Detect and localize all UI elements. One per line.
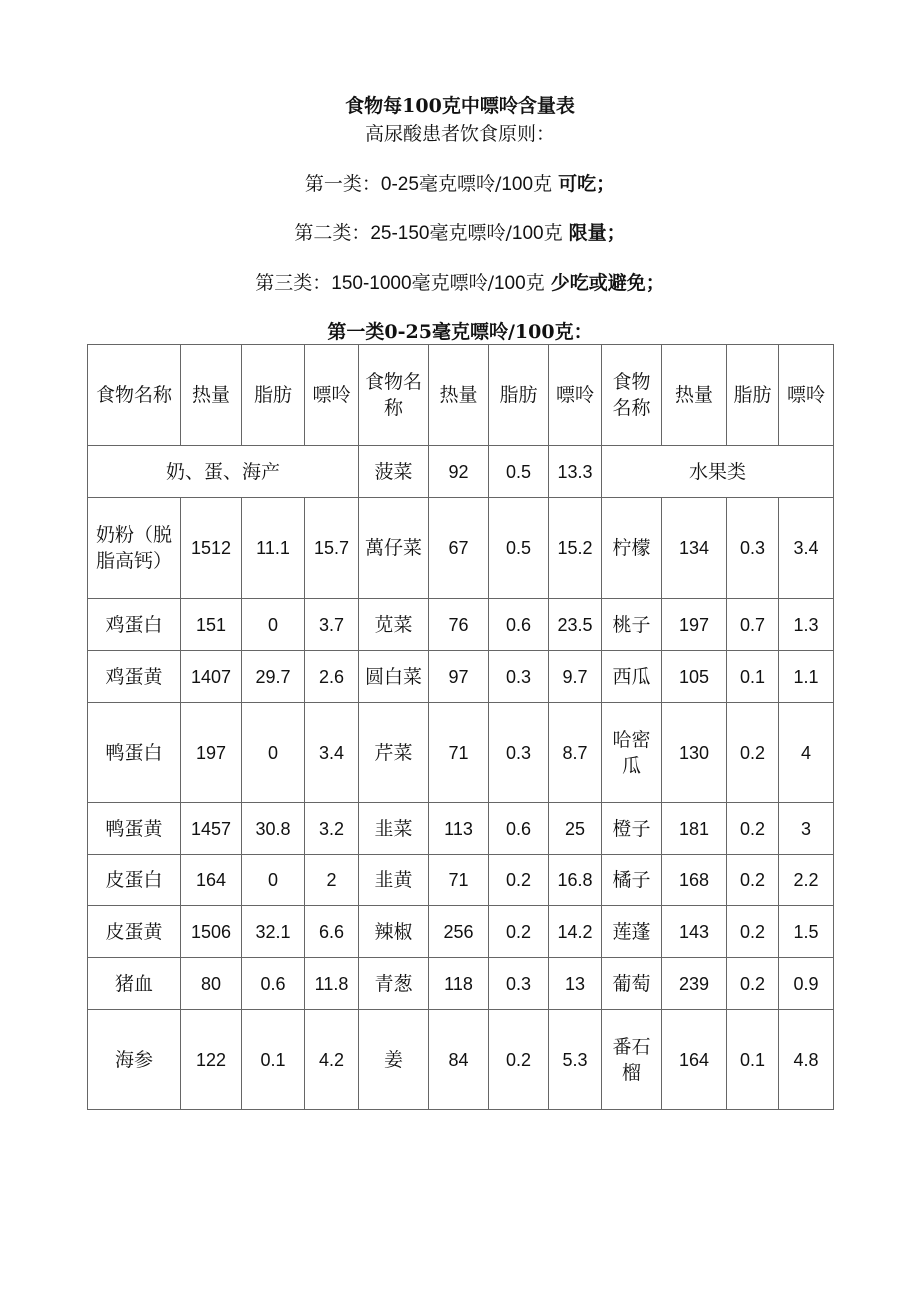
group-label-fruit: 水果类 <box>602 446 834 498</box>
table-cell: 181 <box>662 803 727 855</box>
table-cell: 11.1 <box>242 498 305 599</box>
table-cell: 1512 <box>181 498 242 599</box>
section-title: 第一类0-25毫克嘌呤/100克： <box>327 321 593 343</box>
table-cell: 84 <box>429 1010 489 1110</box>
header-cell: 嘌呤 <box>779 345 834 446</box>
table-cell: 0.6 <box>242 958 305 1010</box>
table-cell: 1407 <box>181 651 242 703</box>
header-cell: 脂肪 <box>489 345 549 446</box>
rule-unit-num: 100 <box>493 273 526 294</box>
purine-table <box>87 344 834 1110</box>
table-cell: 西瓜 <box>602 651 662 703</box>
table-cell: 29.7 <box>242 651 305 703</box>
table-row <box>88 703 834 803</box>
rule-prefix: 第二类： <box>294 222 371 244</box>
table-cell: 0.2 <box>727 855 779 906</box>
table-cell: 猪血 <box>88 958 181 1010</box>
header-cell: 热量 <box>181 345 242 446</box>
table-cell: 0.2 <box>489 1010 549 1110</box>
table-cell: 圆白菜 <box>359 651 429 703</box>
table-cell: 鸡蛋黄 <box>88 651 181 703</box>
table-cell: 113 <box>429 803 489 855</box>
table-cell: 番石榴 <box>602 1010 662 1110</box>
table-cell: 14.2 <box>549 906 602 958</box>
table-cell: 8.7 <box>549 703 602 803</box>
table-cell: 桃子 <box>602 599 662 651</box>
table-cell: 122 <box>181 1010 242 1110</box>
table-cell: 3.7 <box>305 599 359 651</box>
table-cell: 197 <box>181 703 242 803</box>
table-cell: 3.2 <box>305 803 359 855</box>
rule-range: 150-1000 <box>331 273 412 294</box>
table-cell: 姜 <box>359 1010 429 1110</box>
table-cell: 奶粉（脱脂高钙） <box>88 498 181 599</box>
table-cell: 76 <box>429 599 489 651</box>
table-cell: 辣椒 <box>359 906 429 958</box>
page-subtitle: 高尿酸患者饮食原则： <box>364 123 555 145</box>
table-cell: 0.1 <box>727 1010 779 1110</box>
table-cell: 1506 <box>181 906 242 958</box>
table-cell: 鸭蛋白 <box>88 703 181 803</box>
rule-class-2 <box>0 218 920 245</box>
table-cell: 0.5 <box>489 498 549 599</box>
table-cell: 皮蛋白 <box>88 855 181 906</box>
header-cell: 热量 <box>429 345 489 446</box>
table-cell: 0.6 <box>489 599 549 651</box>
table-cell: 韭菜 <box>359 803 429 855</box>
table-row <box>88 906 834 958</box>
header-cell: 食物名称 <box>88 345 181 446</box>
header-cell: 食物名称 <box>602 345 662 446</box>
rule-mid: 毫克嘌呤/ <box>411 272 494 294</box>
table-cell: 哈密瓜 <box>602 703 662 803</box>
table-cell: 3 <box>779 803 834 855</box>
header-cell: 食物名称 <box>359 345 429 446</box>
table-cell: 16.8 <box>549 855 602 906</box>
table-cell: 4 <box>779 703 834 803</box>
table-cell: 0.6 <box>489 803 549 855</box>
table-cell: 0.7 <box>727 599 779 651</box>
table-cell: 0.2 <box>727 906 779 958</box>
table-row <box>88 855 834 906</box>
table-cell: 239 <box>662 958 727 1010</box>
header-cell: 热量 <box>662 345 727 446</box>
table-cell: 1.3 <box>779 599 834 651</box>
table-cell: 皮蛋黄 <box>88 906 181 958</box>
table-cell: 0.3 <box>489 703 549 803</box>
table-cell: 0.2 <box>727 958 779 1010</box>
rule-mid: 毫克嘌呤/ <box>418 173 502 195</box>
header-cell: 嘌呤 <box>549 345 602 446</box>
table-cell: 葡萄 <box>602 958 662 1010</box>
table-cell: 2.2 <box>779 855 834 906</box>
table-cell: 莲蓬 <box>602 906 662 958</box>
table-cell: 71 <box>429 855 489 906</box>
table-cell: 105 <box>662 651 727 703</box>
table-row <box>88 958 834 1010</box>
rule-unit: 克 <box>533 173 559 195</box>
table-cell: 9.7 <box>549 651 602 703</box>
table-cell: 164 <box>181 855 242 906</box>
table-cell: 168 <box>662 855 727 906</box>
rule-advice: 可吃； <box>558 173 616 195</box>
rule-range: 0-25 <box>380 174 419 195</box>
table-cell: 97 <box>429 651 489 703</box>
table-cell: 0.2 <box>489 855 549 906</box>
group-label-dairy-egg-seafood: 奶、蛋、海产 <box>88 446 359 498</box>
table-cell: 苋菜 <box>359 599 429 651</box>
table-row <box>88 498 834 599</box>
table-cell: 0.1 <box>242 1010 305 1110</box>
table-cell: 4.8 <box>779 1010 834 1110</box>
table-cell: 鸡蛋白 <box>88 599 181 651</box>
table-cell: 0.3 <box>727 498 779 599</box>
table-cell: 67 <box>429 498 489 599</box>
table-cell: 鸭蛋黄 <box>88 803 181 855</box>
table-row <box>88 1010 834 1110</box>
page-title: 食物每100克中嘌呤含量表 <box>345 95 575 117</box>
table-cell: 青葱 <box>359 958 429 1010</box>
table-cell: 0.3 <box>489 958 549 1010</box>
table-cell: 1457 <box>181 803 242 855</box>
table-cell: 0 <box>242 703 305 803</box>
table-cell: 197 <box>662 599 727 651</box>
table-cell: 15.7 <box>305 498 359 599</box>
table-cell: 0.1 <box>727 651 779 703</box>
rule-prefix: 第三类： <box>255 272 332 294</box>
table-cell: 0.2 <box>727 803 779 855</box>
table-cell: 256 <box>429 906 489 958</box>
table-cell: 11.8 <box>305 958 359 1010</box>
table-cell: 芹菜 <box>359 703 429 803</box>
table-cell: 0.5 <box>489 446 549 498</box>
rule-class-3 <box>0 268 920 295</box>
table-cell: 3.4 <box>305 703 359 803</box>
table-cell: 130 <box>662 703 727 803</box>
rule-advice: 限量； <box>568 222 626 244</box>
table-cell: 15.2 <box>549 498 602 599</box>
header-cell: 脂肪 <box>727 345 779 446</box>
table-row <box>88 599 834 651</box>
table-cell: 1.1 <box>779 651 834 703</box>
table-cell: 海参 <box>88 1010 181 1110</box>
header-row <box>88 345 834 446</box>
table-cell: 橙子 <box>602 803 662 855</box>
table-cell: 3.4 <box>779 498 834 599</box>
header-cell: 嘌呤 <box>305 345 359 446</box>
table-cell: 25 <box>549 803 602 855</box>
table-cell: 164 <box>662 1010 727 1110</box>
rule-unit-num: 100 <box>501 174 534 195</box>
rule-prefix: 第一类： <box>304 173 381 195</box>
table-cell: 118 <box>429 958 489 1010</box>
table-cell: 13.3 <box>549 446 602 498</box>
table-cell: 80 <box>181 958 242 1010</box>
rule-advice: 少吃或避免； <box>550 272 665 294</box>
table-cell: 1.5 <box>779 906 834 958</box>
rule-mid: 毫克嘌呤/ <box>429 222 512 244</box>
table-cell: 0.2 <box>727 703 779 803</box>
table-cell: 30.8 <box>242 803 305 855</box>
table-cell: 23.5 <box>549 599 602 651</box>
table-cell: 2.6 <box>305 651 359 703</box>
table-cell: 32.1 <box>242 906 305 958</box>
table-cell: 92 <box>429 446 489 498</box>
rule-class-1 <box>0 169 920 196</box>
table-cell: 0 <box>242 599 305 651</box>
table-cell: 4.2 <box>305 1010 359 1110</box>
rule-unit: 克 <box>525 272 551 294</box>
table-cell: 菠菜 <box>359 446 429 498</box>
table-cell: 橘子 <box>602 855 662 906</box>
rule-unit-num: 100 <box>511 223 544 244</box>
table-cell: 韭黄 <box>359 855 429 906</box>
table-cell: 0.2 <box>489 906 549 958</box>
table-cell: 71 <box>429 703 489 803</box>
header-cell: 脂肪 <box>242 345 305 446</box>
table-cell: 143 <box>662 906 727 958</box>
table-row <box>88 803 834 855</box>
table-cell: 13 <box>549 958 602 1010</box>
table-cell: 萬仔菜 <box>359 498 429 599</box>
table-cell: 5.3 <box>549 1010 602 1110</box>
table-cell: 0 <box>242 855 305 906</box>
table-cell: 0.3 <box>489 651 549 703</box>
table-cell: 0.9 <box>779 958 834 1010</box>
table-cell: 134 <box>662 498 727 599</box>
table-cell: 151 <box>181 599 242 651</box>
table-cell: 柠檬 <box>602 498 662 599</box>
table-cell: 2 <box>305 855 359 906</box>
rule-unit: 克 <box>543 222 569 244</box>
table-row <box>88 651 834 703</box>
group-row <box>88 446 834 498</box>
table-cell: 6.6 <box>305 906 359 958</box>
rule-range: 25-150 <box>370 223 430 244</box>
